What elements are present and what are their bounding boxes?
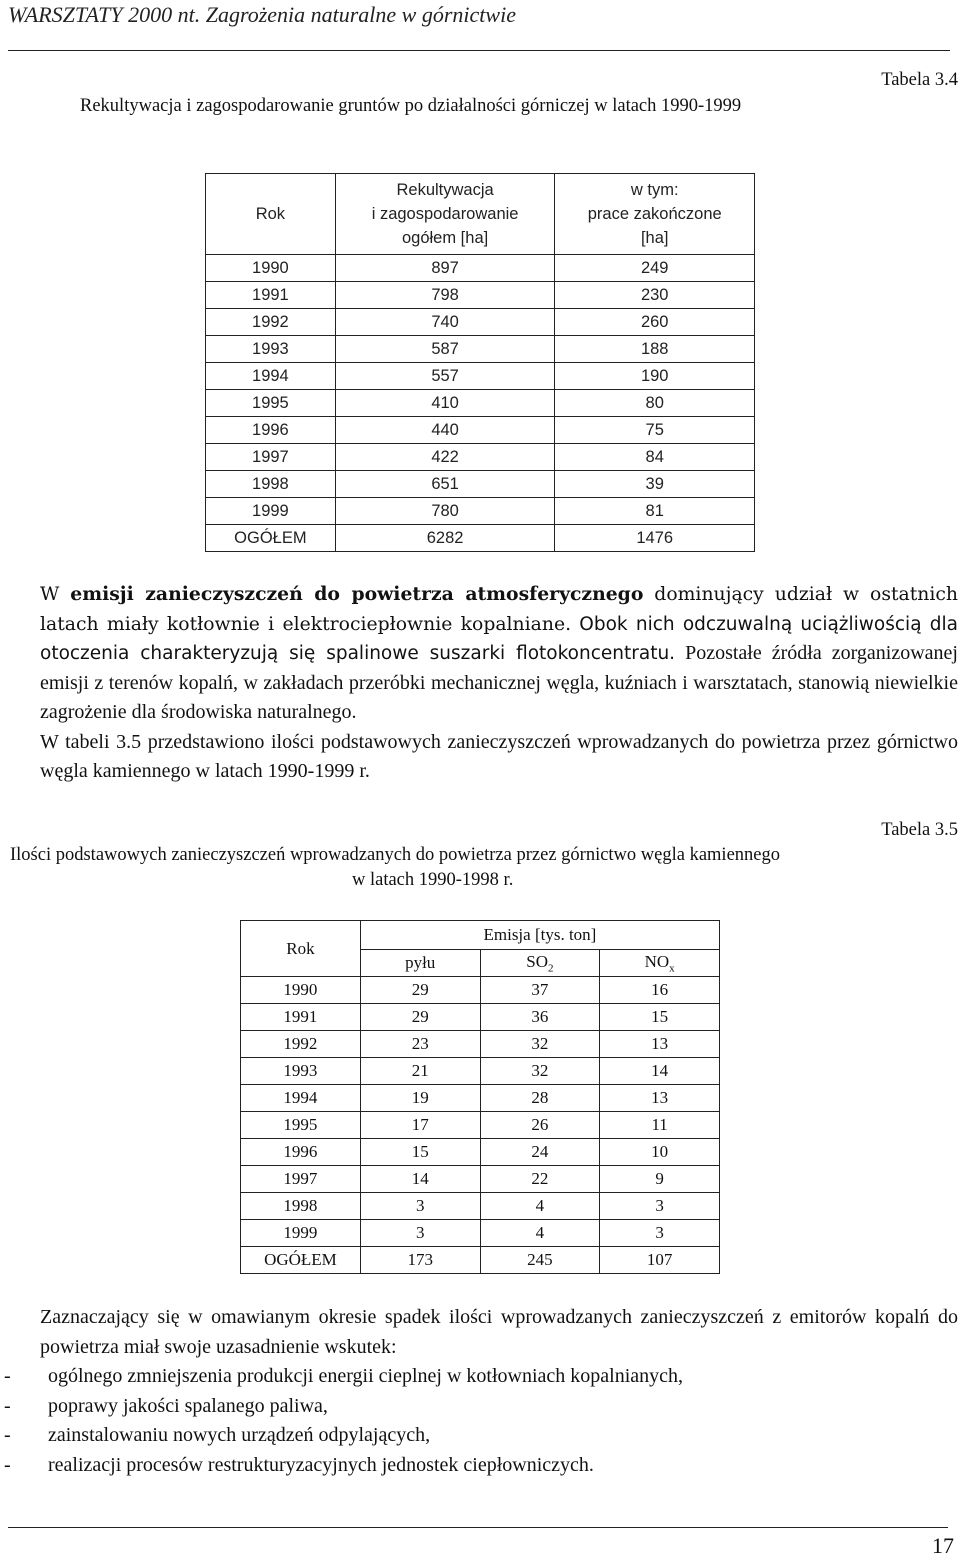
list-item: [2, 1451, 958, 1481]
table-header-row: [206, 174, 755, 255]
list-item-text: poprawy jakości spalanego paliwa,: [48, 1394, 328, 1417]
cell-total: 651: [335, 471, 555, 498]
nox-base: NO: [644, 951, 670, 971]
cell-year: 1994: [206, 363, 336, 390]
cell-nox: 11: [600, 1112, 720, 1139]
cell-year: OGÓŁEM: [206, 525, 336, 552]
cell-dust: 23: [360, 1031, 480, 1058]
cell-year: 1990: [206, 255, 336, 282]
header-year: Rok: [206, 174, 336, 255]
table-row: [206, 363, 755, 390]
table-row: [241, 977, 720, 1004]
cell-dust: 173: [360, 1247, 480, 1274]
cell-year: 1997: [206, 444, 336, 471]
cell-so2: 36: [480, 1004, 600, 1031]
p1-lead: W: [40, 584, 71, 605]
list-bullet: -: [4, 1453, 11, 1476]
cell-nox: 10: [600, 1139, 720, 1166]
list-bullet: -: [4, 1424, 11, 1446]
cell-dust: 3: [360, 1220, 480, 1247]
cell-total: 6282: [335, 525, 555, 552]
cell-so2: 4: [480, 1220, 600, 1247]
table-row: [241, 1193, 720, 1220]
p1-sentence2: Obok nich odczuwalną uciążliwością dla otoczenia charakteryzują się spalinowe suszarki flotokoncentratu.: [40, 613, 958, 664]
cell-completed: 1476: [555, 525, 755, 552]
cell-so2: 26: [480, 1112, 600, 1139]
cell-nox: 13: [600, 1031, 720, 1058]
cell-completed: 230: [555, 282, 755, 309]
header-year: Rok: [241, 921, 361, 977]
list-bullet: -: [4, 1365, 11, 1387]
table-row: [206, 282, 755, 309]
table-row: [241, 1031, 720, 1058]
table-row: [206, 525, 755, 552]
cell-year: 1992: [206, 309, 336, 336]
cell-year: OGÓŁEM: [241, 1247, 361, 1274]
cell-nox: 13: [600, 1085, 720, 1112]
header-total-line2: i zagospodarowanie: [371, 205, 519, 223]
header-completed-line1: w tym:: [630, 181, 679, 199]
p1-sentence4: W tabeli 3.5 przedstawiono ilości podstawowych zanieczyszczeń wprowadzanych do powietrza przez górnictwo węgla kamiennego w latach 1990-1999 r.: [40, 730, 958, 782]
table-row: [206, 336, 755, 363]
cell-dust: 29: [360, 977, 480, 1004]
cell-year: 1999: [206, 498, 336, 525]
cell-so2: 32: [480, 1031, 600, 1058]
cell-completed: 39: [555, 471, 755, 498]
cell-nox: 3: [600, 1220, 720, 1247]
cell-nox: 3: [600, 1193, 720, 1220]
p1-sentence1: dominujący udział w ostatnich latach miały kotłownie i elektrociepłownie kopalniane.: [40, 584, 958, 635]
cell-year: 1995: [206, 390, 336, 417]
p2-intro: Zaznaczający się w omawianym okresie spadek ilości wprowadzanych zanieczyszczeń z emitorów kopalń do powietrza miał swoje uzasadnienie wskutek:: [40, 1306, 958, 1358]
table-row: [206, 444, 755, 471]
cell-completed: 190: [555, 363, 755, 390]
cell-year: 1996: [241, 1139, 361, 1166]
table-row: [241, 1139, 720, 1166]
table-header-row: [241, 921, 720, 950]
cell-completed: 84: [555, 444, 755, 471]
cell-completed: 80: [555, 390, 755, 417]
cell-completed: 260: [555, 309, 755, 336]
cell-total: 557: [335, 363, 555, 390]
cell-dust: 29: [360, 1004, 480, 1031]
reasons-list: [2, 1362, 958, 1480]
cell-total: 740: [335, 309, 555, 336]
header-divider: [8, 50, 950, 51]
cell-total: 587: [335, 336, 555, 363]
list-item-text: zainstalowaniu nowych urządzeń odpylających,: [48, 1424, 431, 1446]
cell-nox: 15: [600, 1004, 720, 1031]
cell-dust: 15: [360, 1139, 480, 1166]
table-3-5-number: Tabela 3.5: [881, 820, 958, 840]
table-3-4: [205, 173, 755, 552]
cell-year: 1997: [241, 1166, 361, 1193]
table-row: [206, 498, 755, 525]
cell-nox: 9: [600, 1166, 720, 1193]
cell-total: 410: [335, 390, 555, 417]
table-row: [241, 1112, 720, 1139]
paragraph-reasons: [2, 1303, 958, 1480]
page-number: 17: [932, 1533, 954, 1558]
header-completed-line3: [ha]: [640, 229, 669, 247]
cell-so2: 245: [480, 1247, 600, 1274]
cell-year: 1996: [206, 417, 336, 444]
cell-year: 1992: [241, 1031, 361, 1058]
table-row: [241, 1004, 720, 1031]
cell-so2: 37: [480, 977, 600, 1004]
list-item: [2, 1421, 958, 1451]
cell-dust: 21: [360, 1058, 480, 1085]
cell-year: 1993: [206, 336, 336, 363]
cell-total: 897: [335, 255, 555, 282]
table-row: [206, 309, 755, 336]
list-item-text: realizacji procesów restrukturyzacyjnych jednostek ciepłowniczych.: [48, 1453, 594, 1476]
cell-so2: 22: [480, 1166, 600, 1193]
table-row: [241, 1058, 720, 1085]
cell-completed: 75: [555, 417, 755, 444]
table-row: [241, 1220, 720, 1247]
running-header: WARSZTATY 2000 nt. Zagrożenia naturalne w górnictwie: [8, 2, 516, 27]
cell-nox: 107: [600, 1247, 720, 1274]
cell-total: 780: [335, 498, 555, 525]
table-row: [206, 471, 755, 498]
table-3-5-caption-line2: w latach 1990-1998 r.: [352, 870, 514, 890]
table-3-5: [240, 920, 720, 1274]
table-row: [206, 417, 755, 444]
cell-total: 422: [335, 444, 555, 471]
table-row: [206, 390, 755, 417]
so2-base: SO: [526, 951, 549, 971]
cell-total: 440: [335, 417, 555, 444]
table-row: [241, 1247, 720, 1274]
cell-so2: 28: [480, 1085, 600, 1112]
p1-bold-phrase: emisji zanieczyszczeń do powietrza atmosferycznego: [70, 583, 644, 605]
cell-year: 1999: [241, 1220, 361, 1247]
table-row: [206, 255, 755, 282]
header-total-line3: ogółem [ha]: [401, 229, 489, 247]
table-3-5-caption-line1: Ilości podstawowych zanieczyszczeń wprowadzanych do powietrza przez górnictwo węgla kamiennego: [10, 845, 780, 865]
table-row: [241, 1166, 720, 1193]
cell-year: 1994: [241, 1085, 361, 1112]
cell-year: 1990: [241, 977, 361, 1004]
list-item: [2, 1362, 958, 1392]
header-total: [335, 174, 555, 255]
nox-subscript: x: [669, 962, 675, 975]
table-3-4-caption: Rekultywacja i zagospodarowanie gruntów po działalności górniczej w latach 1990-1999: [80, 96, 742, 116]
header-completed-line2: prace zakończone: [587, 205, 722, 223]
cell-completed: 188: [555, 336, 755, 363]
so2-subscript: 2: [548, 962, 554, 975]
cell-so2: 4: [480, 1193, 600, 1220]
p1-sentence3: Pozostałe źródła zorganizowanej emisji z terenów kopalń, w zakładach przeróbki mechanicznej węgla, kuźniach i warsztatach, stanowią niewielkie zagrożenie dla środowiska naturalnego.: [40, 642, 958, 723]
list-item-text: ogólnego zmniejszenia produkcji energii cieplnej w kotłowniach kopalnianych,: [48, 1365, 683, 1387]
cell-year: 1998: [241, 1193, 361, 1220]
cell-year: 1993: [241, 1058, 361, 1085]
cell-year: 1991: [206, 282, 336, 309]
cell-dust: 19: [360, 1085, 480, 1112]
cell-total: 798: [335, 282, 555, 309]
paragraph-emissions-block: [2, 580, 958, 728]
header-total-line1: Rekultywacja: [396, 181, 494, 199]
table-row: [241, 1085, 720, 1112]
cell-year: 1998: [206, 471, 336, 498]
table-3-4-number: Tabela 3.4: [881, 70, 958, 90]
cell-year: 1991: [241, 1004, 361, 1031]
list-item: [2, 1392, 958, 1422]
cell-completed: 249: [555, 255, 755, 282]
header-emission-group: Emisja [tys. ton]: [360, 921, 719, 950]
footer-divider: [8, 1527, 948, 1528]
cell-year: 1995: [241, 1112, 361, 1139]
cell-completed: 81: [555, 498, 755, 525]
cell-nox: 14: [600, 1058, 720, 1085]
header-dust: pyłu: [360, 950, 480, 977]
cell-so2: 32: [480, 1058, 600, 1085]
list-bullet: -: [4, 1394, 11, 1417]
paragraph-emissions: [2, 580, 958, 787]
cell-dust: 17: [360, 1112, 480, 1139]
cell-dust: 14: [360, 1166, 480, 1193]
header-completed: [555, 174, 755, 255]
header-so2: [480, 950, 600, 977]
cell-so2: 24: [480, 1139, 600, 1166]
cell-dust: 3: [360, 1193, 480, 1220]
cell-nox: 16: [600, 977, 720, 1004]
header-nox: [600, 950, 720, 977]
